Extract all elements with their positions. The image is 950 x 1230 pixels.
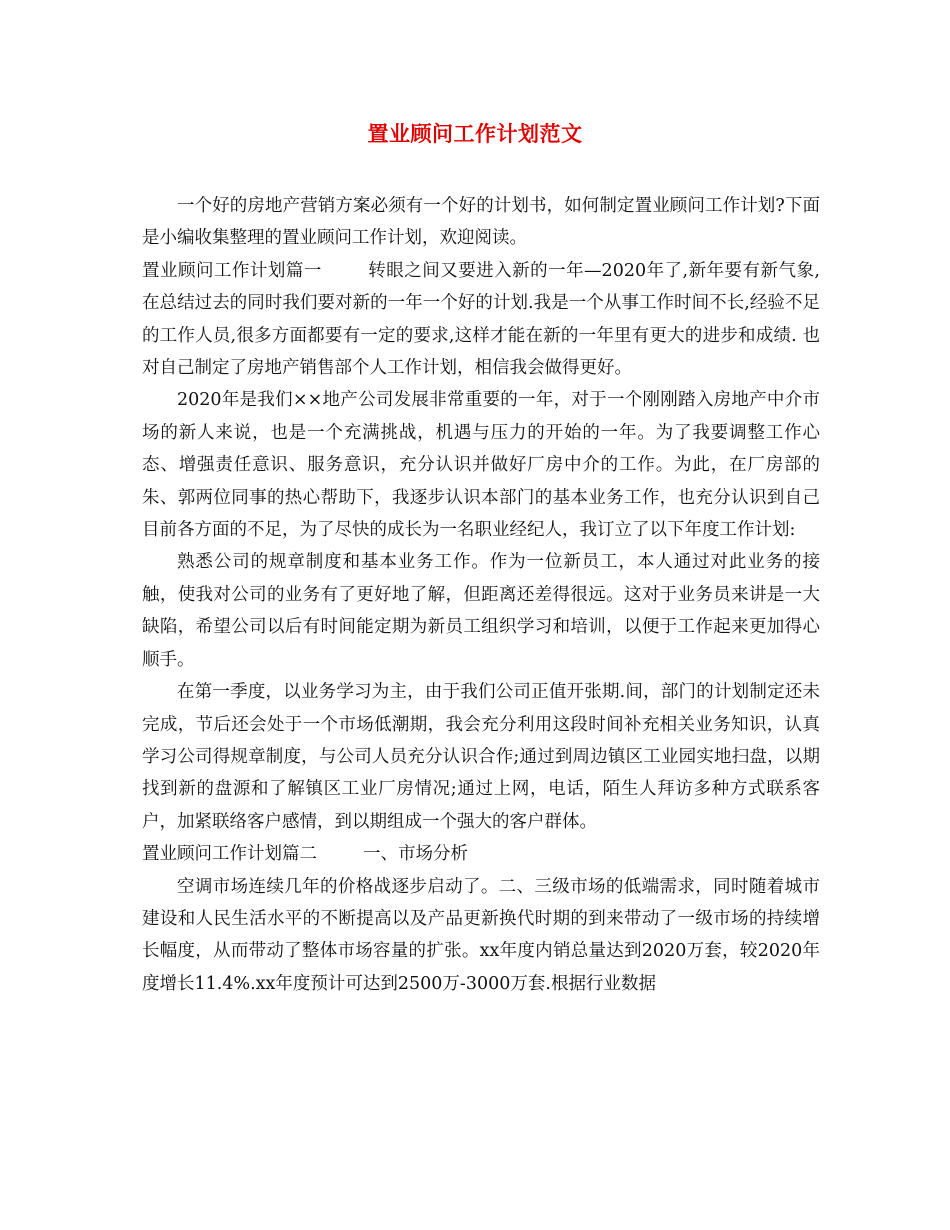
section2-text: 一、市场分析 [363, 844, 468, 865]
paragraph-5: 空调市场连续几年的价格战逐步启动了。二、三级市场的低端需求，同时随着城市建设和人民生活水平的不断提高以及产品更新换代时期的到来带动了一级市场的持续增长幅度，从而带动了整体市场容量的扩张。xx年度内销总量达到2020万套，较2020年度增长11.4%.xx年度预计可达到2500万-3000万套.根据行业数据 [142, 876, 820, 994]
section2-heading: 置业顾问工作计划篇二 [142, 844, 317, 865]
paragraph-2: 2020年是我们××地产公司发展非常重要的一年，对于一个刚刚踏入房地产中介市场的新人来说，也是一个充满挑战，机遇与压力的开始的一年。为了我要调整工作心态、增强责任意识、服务意识，充分认识并做好厂房中介的工作。为此，在厂房部的朱、郭两位同事的热心帮助下，我逐步认识本部门的基本业务工作，也充分认识到自己目前各方面的不足，为了尽快的成长为一名职业经纪人，我订立了以下年度工作计划: [142, 390, 820, 541]
section1-heading: 置业顾问工作计划篇一 [142, 260, 322, 281]
paragraph-3: 熟悉公司的规章制度和基本业务工作。作为一位新员工，本人通过对此业务的接触，使我对公司的业务有了更好地了解，但距离还差得很远。这对于业务员来讲是一大缺陷，希望公司以后有时间能定期为新员工组织学习和培训，以便于工作起来更加得心顺手。 [142, 552, 820, 670]
paragraph-4: 在第一季度，以业务学习为主，由于我们公司正值开张期.间，部门的计划制定还未完成，节后还会处于一个市场低潮期，我会充分利用这段时间补充相关业务知识，认真学习公司得规章制度，与公司人员充分认识合作;通过到周边镇区工业园实地扫盘，以期找到新的盘源和了解镇区工业厂房情况;通过上网，电话，陌生人拜访多种方式联系客户，加紧联络客户感情，到以期组成一个强大的客户群体。 [142, 682, 820, 832]
document-title: 置业顾问工作计划范文 [367, 121, 583, 146]
section1-paragraph [142, 255, 820, 385]
section2-paragraph [142, 838, 820, 870]
document-body [142, 190, 820, 1000]
section1-text: 转眼之间又要进入新的一年—2020年了,新年要有新气象,在总结过去的同时我们要对新的一年一个好的计划.我是一个从事工作时间不长,经验不足的工作人员,很多方面都要有一定的要求,这样才能在新的一年里有更大的进步和成绩. 也对自己制定了房地产销售部个人工作计划，相信我会做得更好。 [142, 260, 820, 379]
intro-paragraph: 一个好的房地产营销方案必须有一个好的计划书，如何制定置业顾问工作计划?下面是小编收集整理的置业顾问工作计划，欢迎阅读。 [142, 196, 820, 249]
